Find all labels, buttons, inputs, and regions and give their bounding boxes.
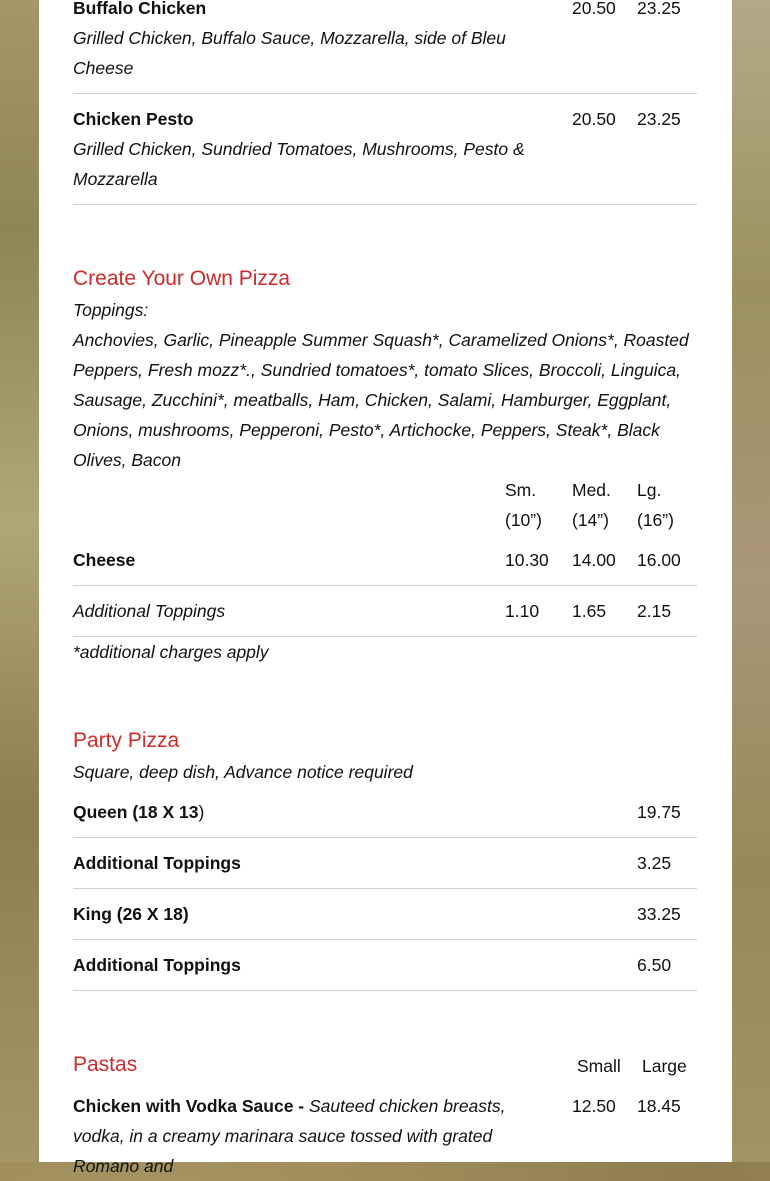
price-medium: 1.65 [572,601,607,621]
menu-item-description: Grilled Chicken, Sundried Tomatoes, Mushrooms, Pesto & Mozzarella [73,139,525,189]
row-divider [73,585,697,586]
toppings-label: Toppings: [73,300,149,320]
section-title: Create Your Own Pizza [73,267,291,290]
price-medium: 20.50 [572,109,616,129]
menu-item-name: Additional Toppings [73,601,226,621]
menu-item-name: King (26 X 18) [73,904,189,924]
size-header-medium: Med. [572,480,611,500]
menu-sheet [39,0,732,1176]
menu-item-description: Sauteed chicken breasts, vodka, in a creamy marinara sauce tossed with grated Romano and [73,1096,506,1176]
price: 33.25 [637,904,681,924]
row-divider [73,888,697,889]
menu-item-name: Additional Toppings [73,955,241,975]
background-left [0,0,39,1162]
price-large: 16.00 [637,550,681,570]
section-title: Pastas [73,1053,138,1076]
row-divider [73,837,697,838]
price-small: 10.30 [505,550,549,570]
column-header-small: Small [577,1056,621,1076]
price-medium: 20.50 [572,0,616,18]
section-title: Party Pizza [73,729,180,752]
footnote: *additional charges apply [73,642,269,662]
row-divider [73,939,697,940]
column-header-large: Large [642,1056,687,1076]
size-header-small-inches: (10”) [505,510,542,530]
toppings-list: Anchovies, Garlic, Pineapple Summer Squash*, Caramelized Onions*, Roasted Peppers, Fresh mozz*., Sundried tomatoes*, tomato Slices, Broccoli, Linguica, Sausage, Zucchini*, meatballs, Ham, Chicken, Salami, Hamburger, Eggplant, Onions, mushrooms, Pepperoni, Pesto*, Artichocke, Peppers, Steak*, Black Olives, Bacon [73,330,689,470]
menu-item-name: Cheese [73,550,136,570]
menu-item-name: Chicken Pesto [73,109,194,129]
menu-item-name: Additional Toppings [73,853,241,873]
price-small: 1.10 [505,601,540,621]
menu-item-description: Grilled Chicken, Buffalo Sauce, Mozzarella, side of Bleu Cheese [73,28,506,78]
section-subtitle: Square, deep dish, Advance notice required [73,762,413,782]
price: 3.25 [637,853,672,873]
background-right [732,0,770,1162]
menu-item-name-tail: ) [198,802,205,822]
row-divider [73,93,697,94]
price: 6.50 [637,955,672,975]
size-header-large-inches: (16”) [637,510,674,530]
menu-item-name: Buffalo Chicken [73,0,207,18]
row-divider [73,204,697,205]
price-large: 23.25 [637,109,681,129]
size-header-medium-inches: (14”) [572,510,609,530]
price-small: 12.50 [572,1096,616,1116]
row-divider [73,990,697,991]
size-header-small: Sm. [505,480,537,500]
price-medium: 14.00 [572,550,616,570]
price-large: 23.25 [637,0,681,18]
menu-item [73,1091,543,1181]
menu-item-name [73,797,204,827]
menu-item-name: Chicken with Vodka Sauce - [73,1096,309,1116]
menu-item-name-main: Queen (18 X 13 [73,802,199,822]
size-header-large: Lg. [637,480,662,500]
price-large: 2.15 [637,601,672,621]
price: 19.75 [637,802,681,822]
price-large: 18.45 [637,1096,681,1116]
